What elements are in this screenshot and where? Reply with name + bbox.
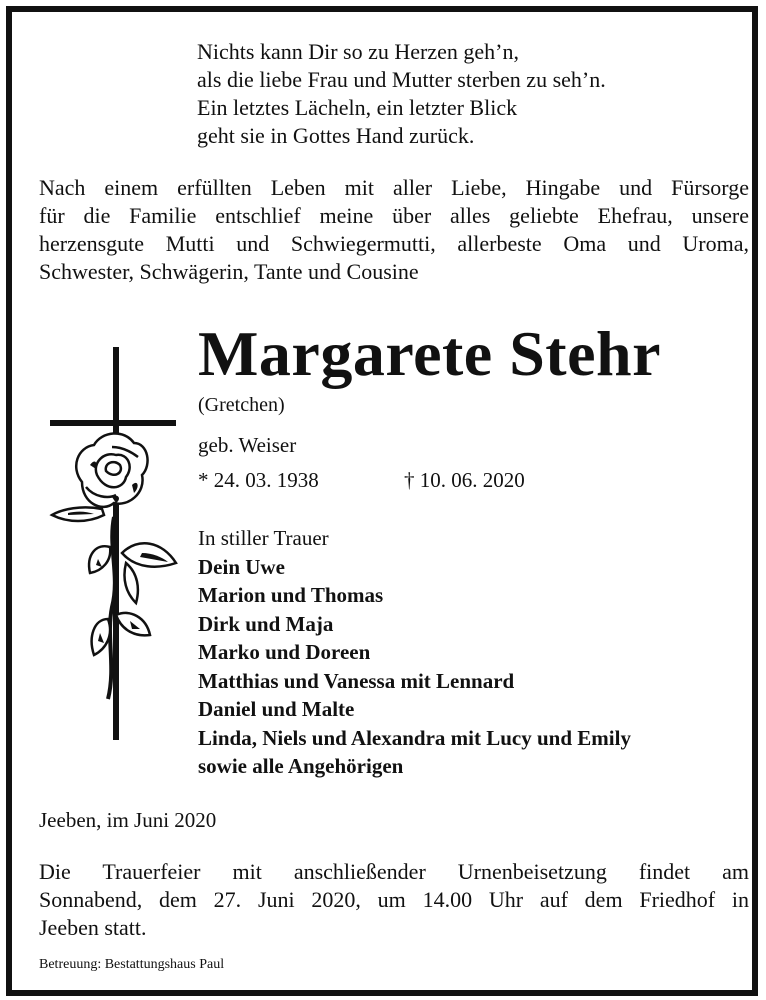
intro-line: Nach einem erfüllten Leben mit aller Liebe, Hingabe und Fürsorge bbox=[39, 175, 749, 200]
poem-line: als die liebe Frau und Mutter sterben zu seh’n. bbox=[197, 67, 606, 92]
deceased-name: Margarete Stehr bbox=[198, 318, 661, 389]
mourner-name: Daniel und Malte bbox=[198, 697, 355, 721]
intro-line: herzensgute Mutti und Schwiegermutti, allerbeste Oma und Uroma, bbox=[39, 231, 749, 256]
mourners-list bbox=[198, 524, 631, 781]
poem-line: Ein letztes Lächeln, ein letzter Blick bbox=[197, 95, 518, 120]
mourner-name: Dein Uwe bbox=[198, 554, 285, 579]
service-line: Jeeben statt. bbox=[39, 915, 147, 940]
service-line: Sonnabend, dem 27. Juni 2020, um 14.00 Uhr auf dem Friedhof in bbox=[39, 887, 749, 912]
cross-with-rose-icon bbox=[42, 347, 192, 747]
death-date: † 10. 06. 2020 bbox=[404, 468, 525, 492]
service-line: Die Trauerfeier mit anschließender Urnenbeisetzung findet am bbox=[39, 859, 749, 884]
mourner-name: Linda, Niels und Alexandra mit Lucy und Emily bbox=[198, 725, 631, 750]
place-date: Jeeben, im Juni 2020 bbox=[39, 808, 217, 832]
mourner-name: Marko und Doreen bbox=[198, 640, 371, 664]
mourner-name: Marion und Thomas bbox=[198, 583, 384, 607]
mourner-name: Dirk und Maja bbox=[198, 611, 334, 636]
life-dates bbox=[198, 467, 525, 493]
deceased-nickname: (Gretchen) bbox=[198, 394, 285, 416]
mourner-name: Matthias und Vanessa mit Lennard bbox=[198, 668, 515, 693]
poem bbox=[197, 38, 606, 150]
poem-line: Nichts kann Dir so zu Herzen geh’n, bbox=[197, 39, 519, 64]
intro-line: für die Familie entschlief meine über alles geliebte Ehefrau, unsere bbox=[39, 203, 749, 228]
intro-paragraph bbox=[39, 174, 749, 286]
mourners-heading: In stiller Trauer bbox=[198, 526, 329, 550]
poem-line: geht sie in Gottes Hand zurück. bbox=[197, 123, 475, 148]
funeral-home-credit: Betreuung: Bestattungshaus Paul bbox=[39, 957, 225, 972]
mourner-name: sowie alle Angehörigen bbox=[198, 754, 404, 778]
obituary-frame bbox=[6, 6, 758, 996]
service-paragraph bbox=[39, 858, 749, 942]
birth-date: * 24. 03. 1938 bbox=[198, 468, 319, 492]
intro-line: Schwester, Schwägerin, Tante und Cousine bbox=[39, 259, 419, 284]
deceased-birth-name: geb. Weiser bbox=[198, 433, 297, 457]
